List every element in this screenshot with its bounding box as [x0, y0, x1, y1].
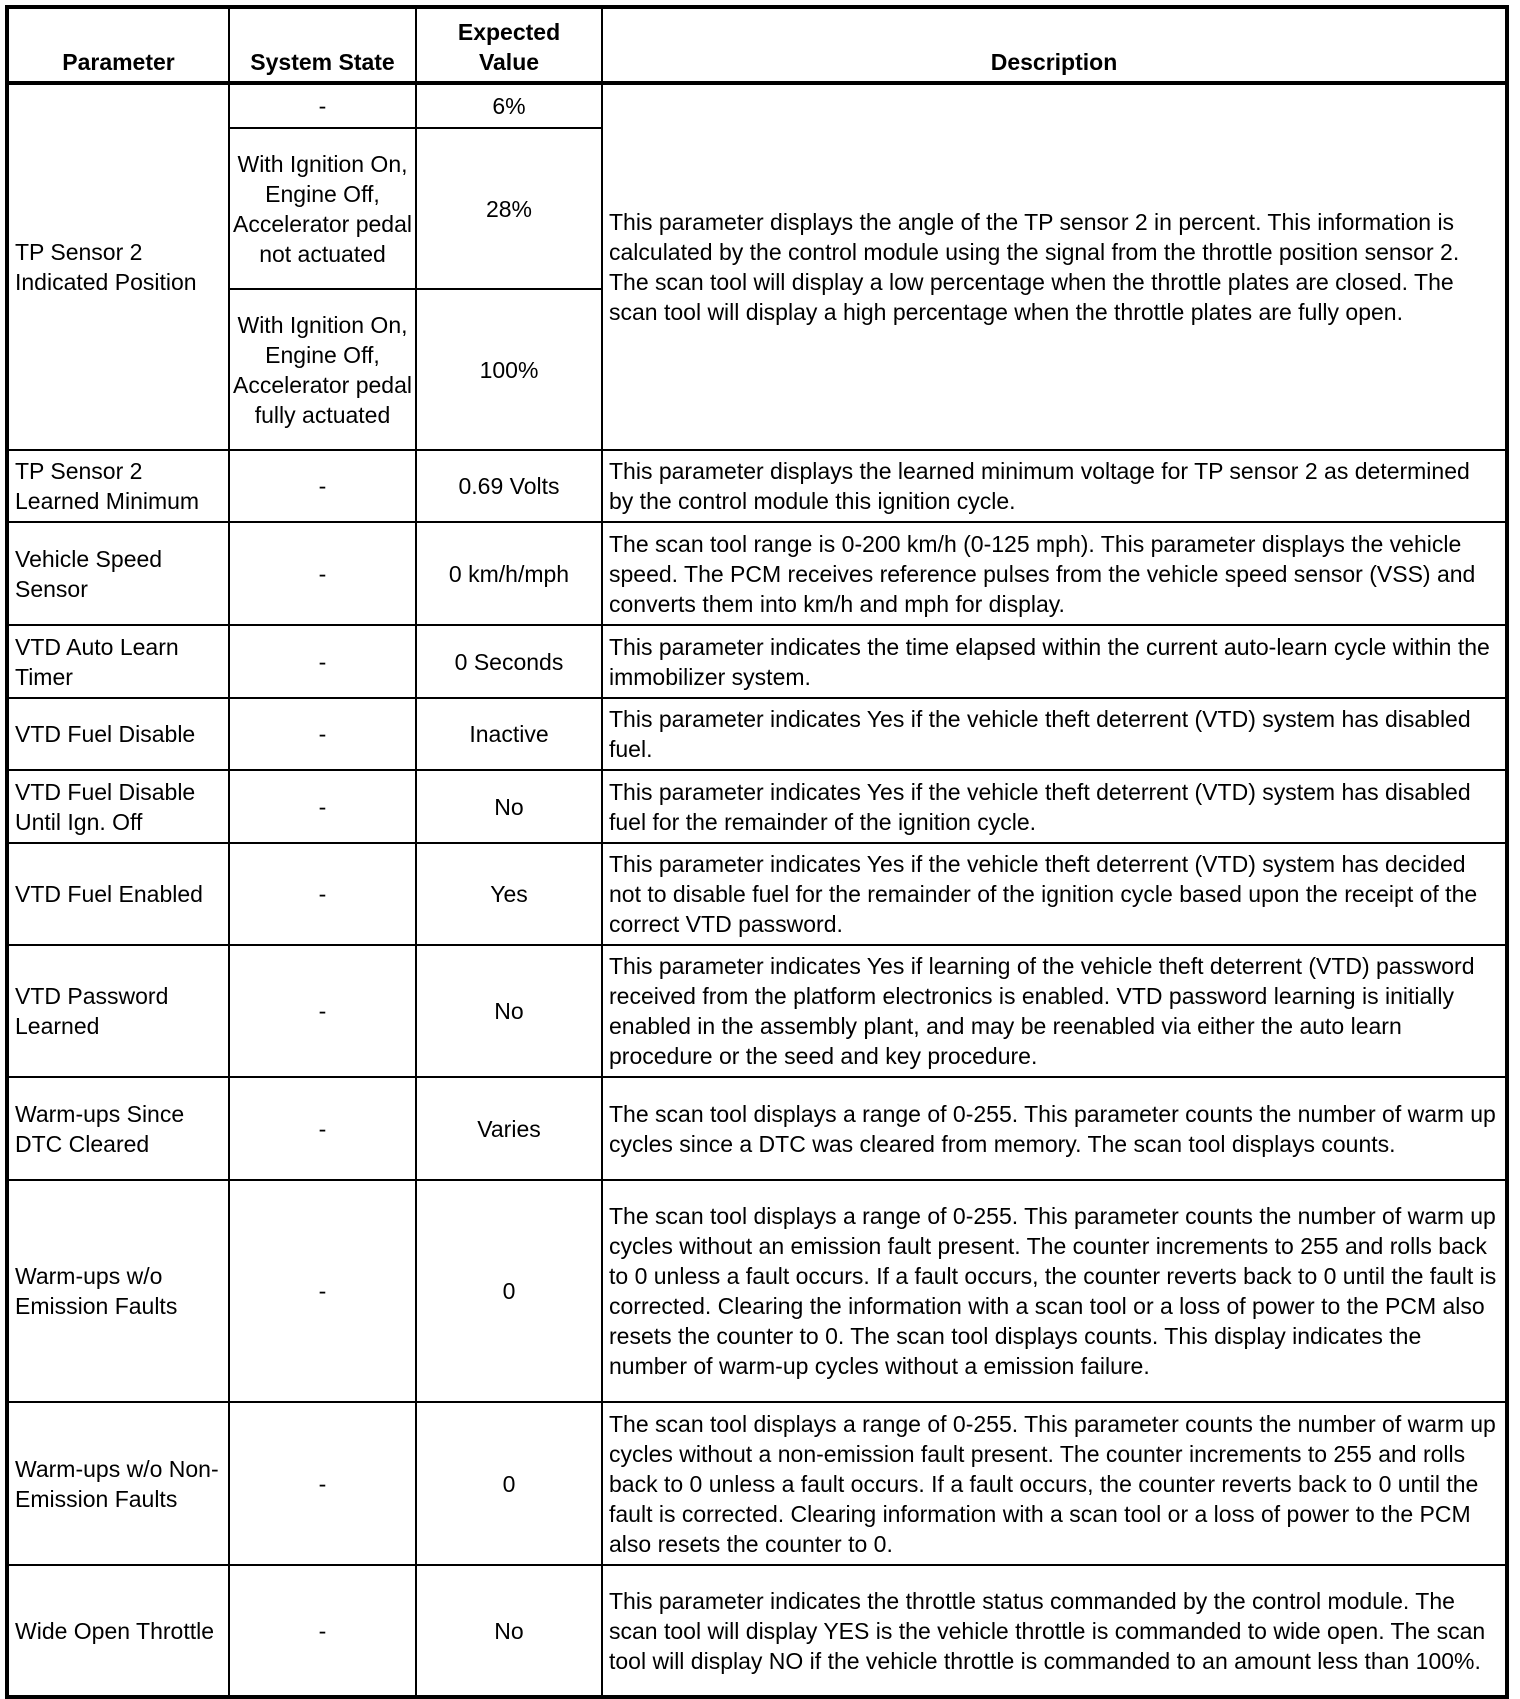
description-cell: The scan tool range is 0-200 km/h (0-125 mph). This parameter displays the vehicle speed. The PCM receives reference pulses from the vehicle speed sensor (VSS) and converts them into km/h and mph for display.: [602, 522, 1507, 625]
parameter-cell: VTD Fuel Disable: [7, 698, 229, 770]
header-description: Description: [602, 7, 1507, 83]
scan-tool-parameter-table: [5, 5, 1509, 1699]
parameter-cell: VTD Fuel Enabled: [7, 843, 229, 945]
expected-value-cell: 0 Seconds: [416, 625, 602, 698]
description-cell: This parameter indicates the time elapsed within the current auto-learn cycle within the immobilizer system.: [602, 625, 1507, 698]
table-row: [7, 1565, 1507, 1697]
expected-value-cell: 0.69 Volts: [416, 450, 602, 522]
expected-value-cell: 6%: [416, 83, 602, 128]
table-row: [7, 522, 1507, 625]
system-state-cell: -: [229, 1180, 416, 1402]
system-state-cell: -: [229, 1077, 416, 1180]
system-state-cell: -: [229, 450, 416, 522]
description-cell: The scan tool displays a range of 0-255. This parameter counts the number of warm up cycles since a DTC was cleared from memory. The scan tool displays counts.: [602, 1077, 1507, 1180]
system-state-cell: -: [229, 770, 416, 843]
parameter-cell: Warm-ups w/o Emission Faults: [7, 1180, 229, 1402]
system-state-cell: -: [229, 522, 416, 625]
expected-value-cell: No: [416, 945, 602, 1077]
table-row: [7, 770, 1507, 843]
table-row: [7, 625, 1507, 698]
table-row: [7, 843, 1507, 945]
description-cell: This parameter indicates Yes if the vehicle theft deterrent (VTD) system has disabled fuel.: [602, 698, 1507, 770]
header-system-state: System State: [229, 7, 416, 83]
description-cell: This parameter indicates Yes if learning of the vehicle theft deterrent (VTD) password received from the platform electronics is enabled. VTD password learning is initially enabled in the assembly plant, and may be reenabled via either the auto learn procedure or the seed and key procedure.: [602, 945, 1507, 1077]
parameter-cell: VTD Password Learned: [7, 945, 229, 1077]
parameter-cell: Warm-ups w/o Non-Emission Faults: [7, 1402, 229, 1565]
expected-value-cell: 100%: [416, 289, 602, 450]
description-cell: The scan tool displays a range of 0-255. This parameter counts the number of warm up cycles without an emission fault present. The counter increments to 255 and rolls back to 0 unless a fault occurs. If a fault occurs, the counter reverts back to 0 until the fault is corrected. Clearing the information with a scan tool or a loss of power to the PCM also resets the counter to 0. The scan tool displays counts. This display indicates the number of warm-up cycles without a emission failure.: [602, 1180, 1507, 1402]
description-cell: This parameter displays the angle of the TP sensor 2 in percent. This information is calculated by the control module using the signal from the throttle position sensor 2. The scan tool will display a low percentage when the throttle plates are closed. The scan tool will display a high percentage when the throttle plates are fully open.: [602, 83, 1507, 450]
description-cell: The scan tool displays a range of 0-255. This parameter counts the number of warm up cycles without a non-emission fault present. The counter increments to 255 and rolls back to 0 unless a fault occurs. If a fault occurs, the counter reverts back to 0 until the fault is corrected. Clearing information with a scan tool or a loss of power to the PCM also resets the counter to 0.: [602, 1402, 1507, 1565]
table-row: [7, 698, 1507, 770]
table-row: [7, 450, 1507, 522]
table-row: [7, 1077, 1507, 1180]
description-cell: This parameter indicates Yes if the vehicle theft deterrent (VTD) system has disabled fuel for the remainder of the ignition cycle.: [602, 770, 1507, 843]
parameter-cell: VTD Auto Learn Timer: [7, 625, 229, 698]
parameter-cell: Vehicle Speed Sensor: [7, 522, 229, 625]
expected-value-cell: 0 km/h/mph: [416, 522, 602, 625]
description-cell: This parameter indicates the throttle status commanded by the control module. The scan tool will display YES is the vehicle throttle is commanded to wide open. The scan tool will display NO if the vehicle throttle is commanded to an amount less than 100%.: [602, 1565, 1507, 1697]
expected-value-cell: Varies: [416, 1077, 602, 1180]
system-state-cell: -: [229, 698, 416, 770]
table-row: [7, 945, 1507, 1077]
header-row: [7, 7, 1507, 83]
system-state-cell: -: [229, 625, 416, 698]
parameter-cell: TP Sensor 2 Learned Minimum: [7, 450, 229, 522]
table-row: [7, 1180, 1507, 1402]
table-row: [7, 1402, 1507, 1565]
table-row: [7, 83, 1507, 128]
system-state-cell: -: [229, 1402, 416, 1565]
expected-value-cell: 0: [416, 1402, 602, 1565]
system-state-cell: -: [229, 945, 416, 1077]
parameter-cell: TP Sensor 2 Indicated Position: [7, 83, 229, 450]
expected-value-cell: 0: [416, 1180, 602, 1402]
header-expected-value: Expected Value: [416, 7, 602, 83]
system-state-cell: -: [229, 1565, 416, 1697]
expected-value-cell: Yes: [416, 843, 602, 945]
parameter-cell: Warm-ups Since DTC Cleared: [7, 1077, 229, 1180]
expected-value-cell: No: [416, 1565, 602, 1697]
expected-value-cell: 28%: [416, 128, 602, 289]
parameter-cell: Wide Open Throttle: [7, 1565, 229, 1697]
header-parameter: Parameter: [7, 7, 229, 83]
system-state-cell: With Ignition On, Engine Off, Accelerator pedal fully actuated: [229, 289, 416, 450]
parameter-cell: VTD Fuel Disable Until Ign. Off: [7, 770, 229, 843]
expected-value-cell: No: [416, 770, 602, 843]
system-state-cell: -: [229, 843, 416, 945]
system-state-cell: -: [229, 83, 416, 128]
expected-value-cell: Inactive: [416, 698, 602, 770]
description-cell: This parameter displays the learned minimum voltage for TP sensor 2 as determined by the control module this ignition cycle.: [602, 450, 1507, 522]
system-state-cell: With Ignition On, Engine Off, Accelerator pedal not actuated: [229, 128, 416, 289]
description-cell: This parameter indicates Yes if the vehicle theft deterrent (VTD) system has decided not to disable fuel for the remainder of the ignition cycle based upon the receipt of the correct VTD password.: [602, 843, 1507, 945]
